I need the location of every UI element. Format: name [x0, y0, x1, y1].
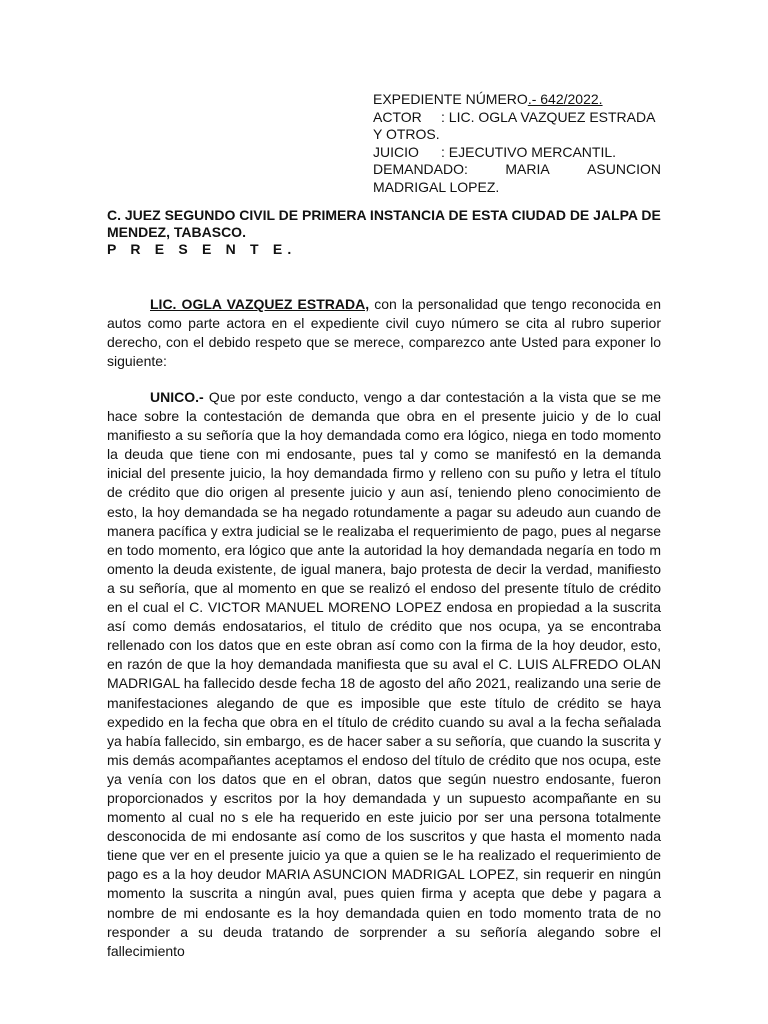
demandado-label: DEMANDADO:: [373, 161, 468, 177]
actor-continuation: Y OTROS.: [373, 126, 440, 142]
unico-text: Que por este conducto, vengo a dar contestación a la vista que se me hace sobre la contestación de demanda que obra en el presente juicio y de lo cual manifiesto a su señoría que la hoy demandada como era lógico, niega en todo momento la deuda que tiene con mi endosante, pues tal y como se manifestó en la demanda inicial del presente juicio, la hoy demandada firmo y relleno con su puño y letra el título de crédito que dio origen al presente juicio y aun así, teniendo pleno conocimiento de esto, la hoy demandada se ha negado rotundamente a pagar su adeudo aun cuando de manera pacífica y extra judicial se le realizaba el requerimiento de pago, pues al negarse en todo momento, era lógico que ante la autoridad la hoy demandada negaría en todo m omento la deuda existente, de igual manera, bajo protesta de decir la verdad, manifiesto a su señoría, que al momento en que se realizó el endoso del presente título de crédito en el cual el C. VICTOR MANUEL MORENO LOPEZ endosa en propiedad a la suscrita así como demás endosatarios, el titulo de crédito que nos ocupa, ya se encontraba rellenado con los datos que en este obran así como con la firma de la hoy deudor, esto, en razón de que la hoy demandada manifiesta que su aval el C. LUIS ALFREDO OLAN MADRIGAL ha fallecido desde fecha 18 de agosto del año 2021, realizando una serie de manifestaciones alegando de que es imposible que este título de crédito se haya expedido en la fecha que obra en el título de crédito cuando su aval a la fecha señalada ya había fallecido, sin embargo, es de hacer saber a su señoría, que cuando la suscrita y mis demás acompañantes aceptamos el endoso del título de crédito que nos ocupa, este ya venía con los datos que en el obran, datos que según nuestro endosante, fueron proporcionados y escritos por la hoy demandada y un supuesto acompañante en su momento al cual no s ele ha requerido en este juicio por ser una persona totalmente desconocida de mi endosante así como de los suscritos y que hasta el momento nada tiene que ver en el presente juicio ya que a quien se le ha realizado el requerimiento de pago es a la hoy deudor MARIA ASUNCION MADRIGAL LOPEZ, sin requerir en ningún momento la suscrita a ningún aval, pues quien firma y acepta que debe y pagara a nombre de mi endosante es la hoy demandada quien en todo momento trata de no responder a su deuda tratando de sorprender a su señoría alegando sobre el fallecimiento: [107, 389, 661, 959]
demandado-word-1: MARIA: [505, 161, 550, 177]
petitioner-name: LIC. OGLA VAZQUEZ ESTRADA,: [150, 296, 370, 312]
juicio-line: [373, 144, 661, 162]
demandado-word-2: ASUNCION: [587, 161, 661, 177]
expediente-number: .- 642/2022.: [527, 91, 603, 107]
unico-lead: UNICO.-: [150, 389, 204, 405]
case-header: [373, 91, 661, 196]
presente-heading: P R E S E N T E.: [107, 241, 297, 257]
intro-text: con la personalidad que tengo reconocida en autos como parte actora en el expediente civil cuyo número se cita al rubro superior derecho, con el debido respeto que se merece, comparezco ante Usted para exponer lo siguiente:: [107, 296, 661, 370]
unico-paragraph: [107, 388, 661, 961]
demandado-continuation: MADRIGAL LOPEZ.: [373, 178, 500, 195]
expediente-label: EXPEDIENTE NÚMERO: [373, 91, 528, 107]
juicio-value: : EJECUTIVO MERCANTIL.: [441, 143, 617, 160]
expediente-line: [373, 91, 661, 109]
intro-paragraph: [107, 295, 661, 371]
demandado-line: [373, 161, 661, 179]
actor-line: [373, 109, 661, 127]
judge-addressee: C. JUEZ SEGUNDO CIVIL DE PRIMERA INSTANCIA DE ESTA CIUDAD DE JALPA DE MENDEZ, TABASCO.: [107, 207, 661, 240]
actor-label: ACTOR: [373, 108, 422, 125]
juicio-label: JUICIO: [373, 143, 419, 160]
actor-value: : LIC. OGLA VAZQUEZ ESTRADA: [441, 108, 656, 125]
